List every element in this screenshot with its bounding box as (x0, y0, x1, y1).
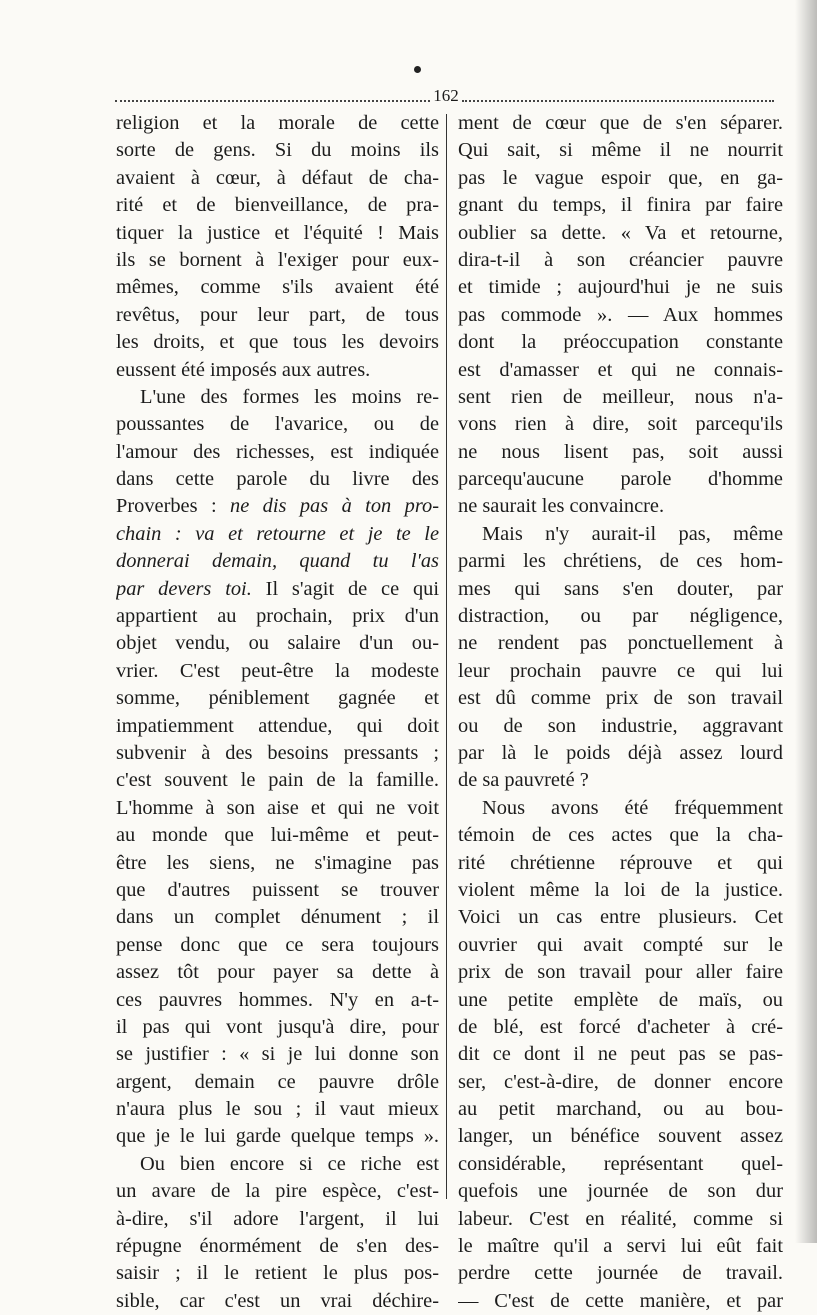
line-text: les droits, et que tous les devoirs (116, 331, 439, 354)
text-line (458, 357, 783, 384)
text-line (116, 630, 439, 657)
line-text: témoin de ces actes que la cha- (458, 824, 783, 847)
line-text: argent, demain ce pauvre drôle (116, 1070, 439, 1093)
right-column (458, 110, 783, 1315)
line-text: L'homme à son aise et qui ne voit (116, 796, 439, 819)
text-line (458, 630, 783, 657)
text-line (116, 302, 439, 329)
text-line (458, 1260, 783, 1287)
line-text: dira-t-il à son créancier pauvre (458, 248, 783, 271)
line-text: leur prochain pauvre ce qui lui (458, 659, 783, 682)
text-line (116, 767, 439, 794)
line-text: ne nous lisent pas, soit aussi (458, 440, 783, 463)
line-text: il pas qui vont jusqu'à dire, pour (116, 1015, 439, 1038)
text-line (116, 1069, 439, 1096)
text-line (458, 439, 783, 466)
italic-text: donnerai demain, quand tu l'as (116, 550, 439, 573)
line-text: tiquer la justice et l'équité ! Mais (116, 221, 439, 244)
line-text: Qui sait, si même il ne nourrit (458, 139, 783, 162)
text-line (458, 220, 783, 247)
line-text: au petit marchand, ou au bou- (458, 1098, 783, 1121)
text-line (116, 904, 439, 931)
line-text: labeur. C'est en réalité, comme si (458, 1207, 783, 1230)
page-edge-shadow (795, 0, 817, 1243)
text-line (458, 274, 783, 301)
text-line (116, 192, 439, 219)
line-text: — C'est de cette manière, et par (458, 1289, 783, 1312)
line-text: se justifier : « si je lui donne son (116, 1043, 439, 1066)
line-text: ne saurait les convaincre. (458, 495, 665, 518)
line-text: de sa pauvreté ? (458, 769, 589, 792)
text-line (116, 466, 439, 493)
line-text: au monde que lui-même et peut- (116, 824, 439, 847)
left-column (116, 110, 439, 1315)
column-divider (446, 114, 447, 1199)
line-text: vrier. C'est peut-être la modeste (116, 659, 439, 682)
text-line (458, 576, 783, 603)
text-line (116, 1041, 439, 1068)
text-line (116, 274, 439, 301)
text-line (116, 822, 439, 849)
text-line (116, 959, 439, 986)
line-text: une petite emplète de maïs, ou (458, 988, 783, 1011)
text-line (458, 192, 783, 219)
text-line (458, 740, 783, 767)
text-line (458, 1069, 783, 1096)
line-text: parcequ'aucune parole d'homme (458, 468, 783, 491)
line-text: être les siens, ne s'imagine pas (116, 851, 439, 874)
line-text: un avare de la pire espèce, c'est- (116, 1180, 439, 1203)
line-text: vons rien à dire, soit parcequ'ils (458, 413, 783, 436)
ink-dot (414, 66, 421, 73)
text-line (458, 521, 783, 548)
text-line (458, 1151, 783, 1178)
text-line (458, 165, 783, 192)
text-line (116, 685, 439, 712)
text-line (458, 987, 783, 1014)
text-line (116, 548, 439, 575)
line-text: langer, un bénéfice souvent assez (458, 1125, 783, 1148)
line-text: religion et la morale de cette (116, 112, 439, 134)
text-line (116, 357, 439, 384)
text-line (116, 220, 439, 247)
text-line (116, 1260, 439, 1287)
line-text: ces pauvres hommes. N'y en a-t- (116, 988, 439, 1011)
text-line (116, 576, 439, 603)
text-line (116, 1123, 439, 1150)
line-text: est d'amasser et qui ne connais- (458, 358, 783, 381)
text-line (458, 548, 783, 575)
text-line (116, 1206, 439, 1233)
line-text: n'aura plus le sou ; il vaut mieux (116, 1098, 439, 1121)
text-line (116, 384, 439, 411)
line-text: Mais n'y aurait-il pas, même (482, 522, 783, 545)
text-line (458, 302, 783, 329)
line-text: que je le lui garde quelque temps ». (116, 1125, 439, 1148)
text-line (116, 521, 439, 548)
line-text: ou de son industrie, aggravant (458, 714, 783, 737)
text-line (458, 603, 783, 630)
line-text: c'est souvent le pain de la famille. (116, 769, 439, 792)
line-text: dont la préoccupation constante (458, 331, 783, 354)
line-text: rité et de bienveillance, de pra- (116, 194, 439, 217)
text-line (116, 1288, 439, 1315)
line-text: par là le poids déjà assez lourd (458, 741, 783, 764)
text-line (458, 1096, 783, 1123)
line-text: poussantes de l'avarice, ou de (116, 413, 439, 436)
text-line (458, 685, 783, 712)
line-text: eussent été imposés aux autres. (116, 358, 371, 381)
line-text: assez tôt pour payer sa dette à (116, 961, 439, 984)
text-line (116, 795, 439, 822)
line-text: subvenir à des besoins pressants ; (116, 741, 439, 764)
line-text: ne rendent pas ponctuellement à (458, 632, 783, 655)
text-line (116, 247, 439, 274)
text-line (458, 767, 783, 794)
text-line (458, 466, 783, 493)
text-line (458, 329, 783, 356)
text-line (116, 1233, 439, 1260)
text-line (116, 1151, 439, 1178)
line-text: prix de son travail pour aller faire (458, 961, 783, 984)
text-line (116, 411, 439, 438)
line-text: et timide ; aujourd'hui je ne suis (458, 276, 783, 299)
line-text: Proverbes : (116, 495, 231, 518)
line-text: revêtus, pour leur part, de tous (116, 303, 439, 326)
text-line (458, 822, 783, 849)
line-text: Ou bien encore si ce riche est (140, 1152, 439, 1175)
text-line (458, 1178, 783, 1205)
line-text: rité chrétienne réprouve et qui (458, 851, 783, 874)
text-line (116, 877, 439, 904)
text-line (116, 987, 439, 1014)
line-text: parmi les chrétiens, de ces hom- (458, 550, 783, 573)
line-text: considérable, représentant quel- (458, 1152, 783, 1175)
text-line (458, 932, 783, 959)
text-line (116, 165, 439, 192)
line-text: impatiemment attendue, qui doit (116, 714, 439, 737)
page-number: 162 (433, 86, 459, 105)
line-text: appartient au prochain, prix d'un (116, 605, 439, 628)
line-text: sorte de gens. Si du moins ils (116, 139, 439, 162)
header-rule-left (115, 100, 430, 102)
line-text: mes qui sans s'en douter, par (458, 577, 783, 600)
text-line (458, 137, 783, 164)
text-line (116, 658, 439, 685)
text-line (116, 439, 439, 466)
line-text: ouvrier qui avait compté sur le (458, 933, 783, 956)
line-text: objet vendu, ou salaire d'un ou- (116, 632, 439, 655)
italic-text: chain : va et retourne et je te le (116, 522, 439, 545)
line-text: ment de cœur que de s'en séparer. (458, 112, 783, 134)
header-rule-right (462, 100, 774, 102)
line-text: ils se bornent à l'exiger pour eux- (116, 248, 439, 271)
text-line (458, 850, 783, 877)
line-text: sible, car c'est un vrai déchire- (116, 1289, 439, 1312)
line-text: quefois une journée de son dur (458, 1180, 783, 1203)
line-text: de blé, est forcé d'acheter à cré- (458, 1015, 783, 1038)
text-line (116, 850, 439, 877)
text-line (458, 493, 783, 520)
text-line (116, 603, 439, 630)
text-line (116, 740, 439, 767)
italic-text: par devers toi. (116, 577, 252, 600)
text-line (458, 1233, 783, 1260)
text-line (116, 137, 439, 164)
line-text: est dû comme prix de son travail (458, 687, 783, 710)
text-line (458, 247, 783, 274)
text-line (458, 384, 783, 411)
text-line (116, 713, 439, 740)
text-line (458, 904, 783, 931)
line-text: violent même la loi de la justice. (458, 878, 783, 901)
text-line (458, 110, 783, 137)
text-line (458, 877, 783, 904)
line-text: Nous avons été fréquemment (482, 796, 783, 819)
text-line (458, 795, 783, 822)
text-line (116, 932, 439, 959)
line-text: somme, péniblement gagnée et (116, 687, 439, 710)
line-text: le maître qu'il a servi lui eût fait (458, 1235, 783, 1258)
line-text: oublier sa dette. « Va et retourne, (458, 221, 783, 244)
line-text: pense donc que ce sera toujours (116, 933, 439, 956)
text-line (116, 1178, 439, 1205)
line-text: Voici un cas entre plusieurs. Cet (458, 906, 783, 929)
line-text: distraction, ou par négligence, (458, 605, 783, 628)
text-line (458, 1041, 783, 1068)
text-line (116, 1014, 439, 1041)
line-text: L'une des formes les moins re- (140, 385, 439, 408)
text-line (116, 493, 439, 520)
line-text: avaient à cœur, à défaut de cha- (116, 166, 439, 189)
text-line (458, 1288, 783, 1315)
line-text: à-dire, s'il adore l'argent, il lui (116, 1207, 439, 1230)
line-text: répugne énormément de s'en des- (116, 1235, 439, 1258)
line-text: gnant du temps, il finira par faire (458, 194, 783, 217)
line-text: mêmes, comme s'ils avaient été (116, 276, 439, 299)
text-line (458, 959, 783, 986)
line-text: saisir ; il le retient le plus pos- (116, 1262, 439, 1285)
text-line (458, 713, 783, 740)
text-line (458, 1206, 783, 1233)
line-text: sent rien de meilleur, nous n'a- (458, 385, 783, 408)
line-text: pas commode ». — Aux hommes (458, 303, 783, 326)
text-line (116, 110, 439, 137)
line-text: pas le vague espoir que, en ga- (458, 166, 783, 189)
text-line (458, 1123, 783, 1150)
line-text: l'amour des richesses, est indiquée (116, 440, 439, 463)
text-line (116, 329, 439, 356)
text-line (458, 658, 783, 685)
text-line (458, 1014, 783, 1041)
text-line (116, 1096, 439, 1123)
line-text: que d'autres puissent se trouver (116, 878, 439, 901)
line-text: dans un complet dénument ; il (116, 906, 439, 929)
italic-text: ne dis pas à ton pro- (230, 495, 439, 518)
line-text: dit ce dont il ne peut pas se pas- (458, 1043, 783, 1066)
line-text: perdre cette journée de travail. (458, 1262, 783, 1285)
text-line (458, 411, 783, 438)
line-text-after: Il s'agit de ce qui (251, 577, 439, 600)
line-text: ser, c'est-à-dire, de donner encore (458, 1070, 783, 1093)
line-text: dans cette parole du livre des (116, 468, 439, 491)
